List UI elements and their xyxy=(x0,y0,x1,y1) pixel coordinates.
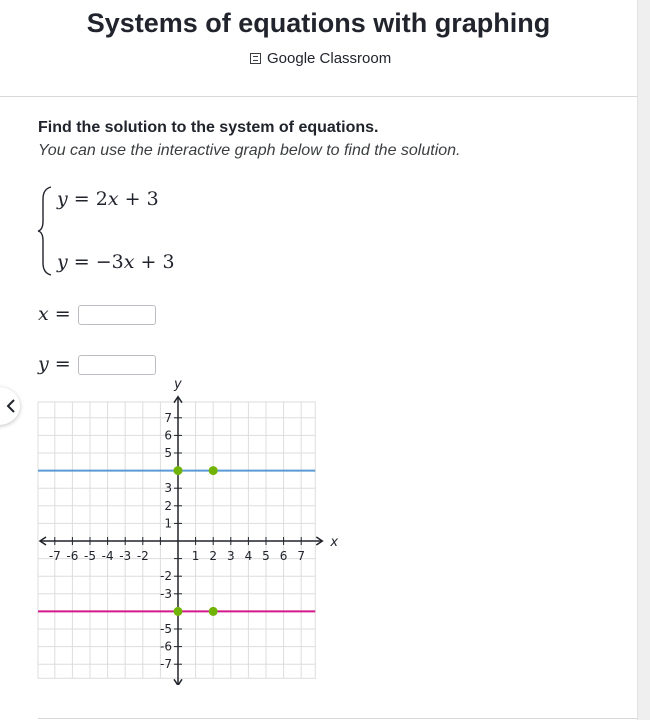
equation-1: y = 2x + 3 xyxy=(57,188,159,210)
x-tick-label: 6 xyxy=(279,549,288,563)
x-answer-input[interactable] xyxy=(78,305,156,325)
y-tick-label: -6 xyxy=(160,639,172,654)
movable-point-2-1[interactable] xyxy=(174,607,183,616)
x-tick-label: 5 xyxy=(262,549,270,563)
page-header xyxy=(0,0,637,97)
y-answer-variable: y xyxy=(38,353,49,375)
movable-point-1-1[interactable] xyxy=(174,466,183,475)
x-tick-label: 7 xyxy=(297,549,306,563)
question-prompt: Find the solution to the system of equations. xyxy=(38,119,379,136)
equation-2-constant: + 3 xyxy=(140,251,175,273)
x-answer-label: x = xyxy=(38,303,71,325)
back-button[interactable] xyxy=(0,387,20,425)
y-answer-label: y = xyxy=(38,353,71,375)
google-classroom-label: Google Classroom xyxy=(267,50,392,67)
equation-1-constant: + 3 xyxy=(124,188,159,210)
equation-1-coefficient: 2 xyxy=(95,188,108,210)
x-answer-variable: x xyxy=(38,303,49,325)
movable-point-1-2[interactable] xyxy=(209,466,218,475)
google-classroom-icon xyxy=(250,53,261,64)
equation-1-variable: x xyxy=(107,188,119,210)
interactive-graph[interactable] xyxy=(30,375,350,685)
y-tick-label: 3 xyxy=(164,481,172,496)
equation-2-variable: x xyxy=(123,251,135,273)
y-tick-label: 5 xyxy=(164,446,172,460)
y-tick-label: 6 xyxy=(164,428,172,443)
equation-1-lhs: y xyxy=(57,188,68,210)
x-axis-label: x xyxy=(330,535,339,550)
x-tick-label: 3 xyxy=(226,549,235,563)
y-tick-label: -2 xyxy=(160,569,172,584)
x-tick-label: -7 xyxy=(48,549,61,563)
equation-2-coefficient: −3 xyxy=(95,251,124,273)
x-tick-label: -2 xyxy=(136,549,149,563)
y-tick-label: -5 xyxy=(160,622,172,636)
page-scrollbar[interactable] xyxy=(637,0,650,720)
divider xyxy=(38,718,637,719)
movable-point-2-2[interactable] xyxy=(209,607,218,616)
y-axis-label: y xyxy=(174,377,182,392)
y-answer-input[interactable] xyxy=(78,355,156,375)
equation-2-lhs: y xyxy=(57,251,68,273)
x-tick-label: -3 xyxy=(119,549,132,563)
google-classroom-link[interactable] xyxy=(250,50,391,67)
question-hint: You can use the interactive graph below to find the solution. xyxy=(38,142,461,159)
equation-2: y = −3x + 3 xyxy=(57,251,175,273)
y-tick-label: 2 xyxy=(164,498,172,513)
y-tick-label: 1 xyxy=(164,516,172,531)
chevron-left-icon xyxy=(6,398,16,414)
y-tick-label: -7 xyxy=(160,657,172,672)
x-tick-label: 4 xyxy=(244,549,253,563)
x-tick-label: 1 xyxy=(191,549,200,563)
graph-background xyxy=(38,402,315,678)
page-title: Systems of equations with graphing xyxy=(86,8,551,38)
y-tick-label: -3 xyxy=(160,586,172,601)
x-tick-label: 2 xyxy=(209,549,218,563)
x-tick-label: -5 xyxy=(84,549,96,563)
system-brace xyxy=(37,185,55,277)
y-tick-label: 7 xyxy=(164,410,172,425)
x-tick-label: -6 xyxy=(66,549,79,563)
x-tick-label: -4 xyxy=(101,549,114,563)
